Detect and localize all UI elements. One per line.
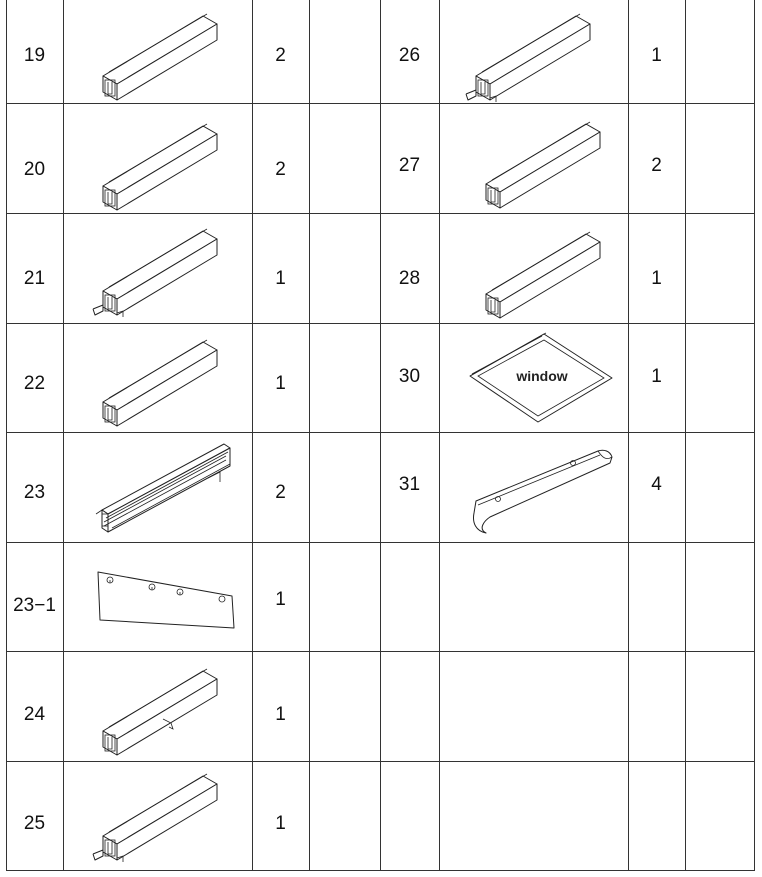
part-number: 25 — [23, 813, 46, 834]
flanged-rail-drawing — [464, 10, 599, 105]
part-number: 27 — [398, 155, 421, 176]
part-number: 19 — [23, 45, 46, 66]
window-panel-drawing — [466, 332, 616, 429]
part-number: 31 — [398, 474, 421, 495]
drilled-plate-drawing — [94, 570, 239, 637]
grid-line — [6, 0, 7, 871]
quantity: 2 — [275, 159, 286, 180]
channel-profile-drawing — [94, 442, 234, 543]
rail-profile-drawing — [474, 118, 604, 213]
grid-line — [6, 323, 755, 324]
flanged-rail-drawing — [91, 770, 226, 870]
part-number: 22 — [23, 373, 46, 394]
quantity: 1 — [275, 373, 286, 394]
quantity: 2 — [651, 155, 662, 176]
part-number: 30 — [398, 366, 421, 387]
grid-line — [252, 0, 253, 871]
part-number: 28 — [398, 268, 421, 289]
window-label: window — [516, 368, 568, 384]
quantity: 2 — [275, 45, 286, 66]
part-number: 21 — [23, 268, 46, 289]
part-number: 23 — [23, 482, 46, 503]
grid-line — [439, 0, 440, 871]
grid-line — [309, 0, 310, 871]
rail-profile-drawing — [91, 120, 221, 215]
grid-line — [380, 0, 381, 871]
quantity: 1 — [275, 813, 286, 834]
grid-line — [685, 0, 686, 871]
part-number: 20 — [23, 159, 46, 180]
part-number: 24 — [23, 704, 46, 725]
quantity: 2 — [275, 482, 286, 503]
parts-table — [6, 0, 755, 871]
part-number: 23−1 — [13, 595, 56, 616]
flanged-rail-drawing — [91, 225, 226, 320]
quantity: 1 — [275, 268, 286, 289]
rail-profile-drawing — [91, 10, 221, 105]
rail-profile-drawing — [474, 228, 604, 323]
grid-line — [754, 0, 755, 871]
grid-line — [6, 870, 755, 871]
grid-line — [628, 0, 629, 871]
gutter-bracket-drawing — [468, 443, 618, 543]
quantity: 4 — [651, 474, 662, 495]
quantity: 1 — [275, 589, 286, 610]
quantity: 1 — [275, 704, 286, 725]
quantity: 1 — [651, 366, 662, 387]
grid-line — [6, 432, 755, 433]
rail-profile-drawing — [91, 336, 221, 431]
grid-line — [63, 0, 64, 871]
quantity: 1 — [651, 268, 662, 289]
quantity: 1 — [651, 45, 662, 66]
grid-line — [6, 651, 755, 652]
grid-line — [6, 761, 755, 762]
part-number: 26 — [398, 45, 421, 66]
pin-rail-drawing — [91, 665, 221, 760]
